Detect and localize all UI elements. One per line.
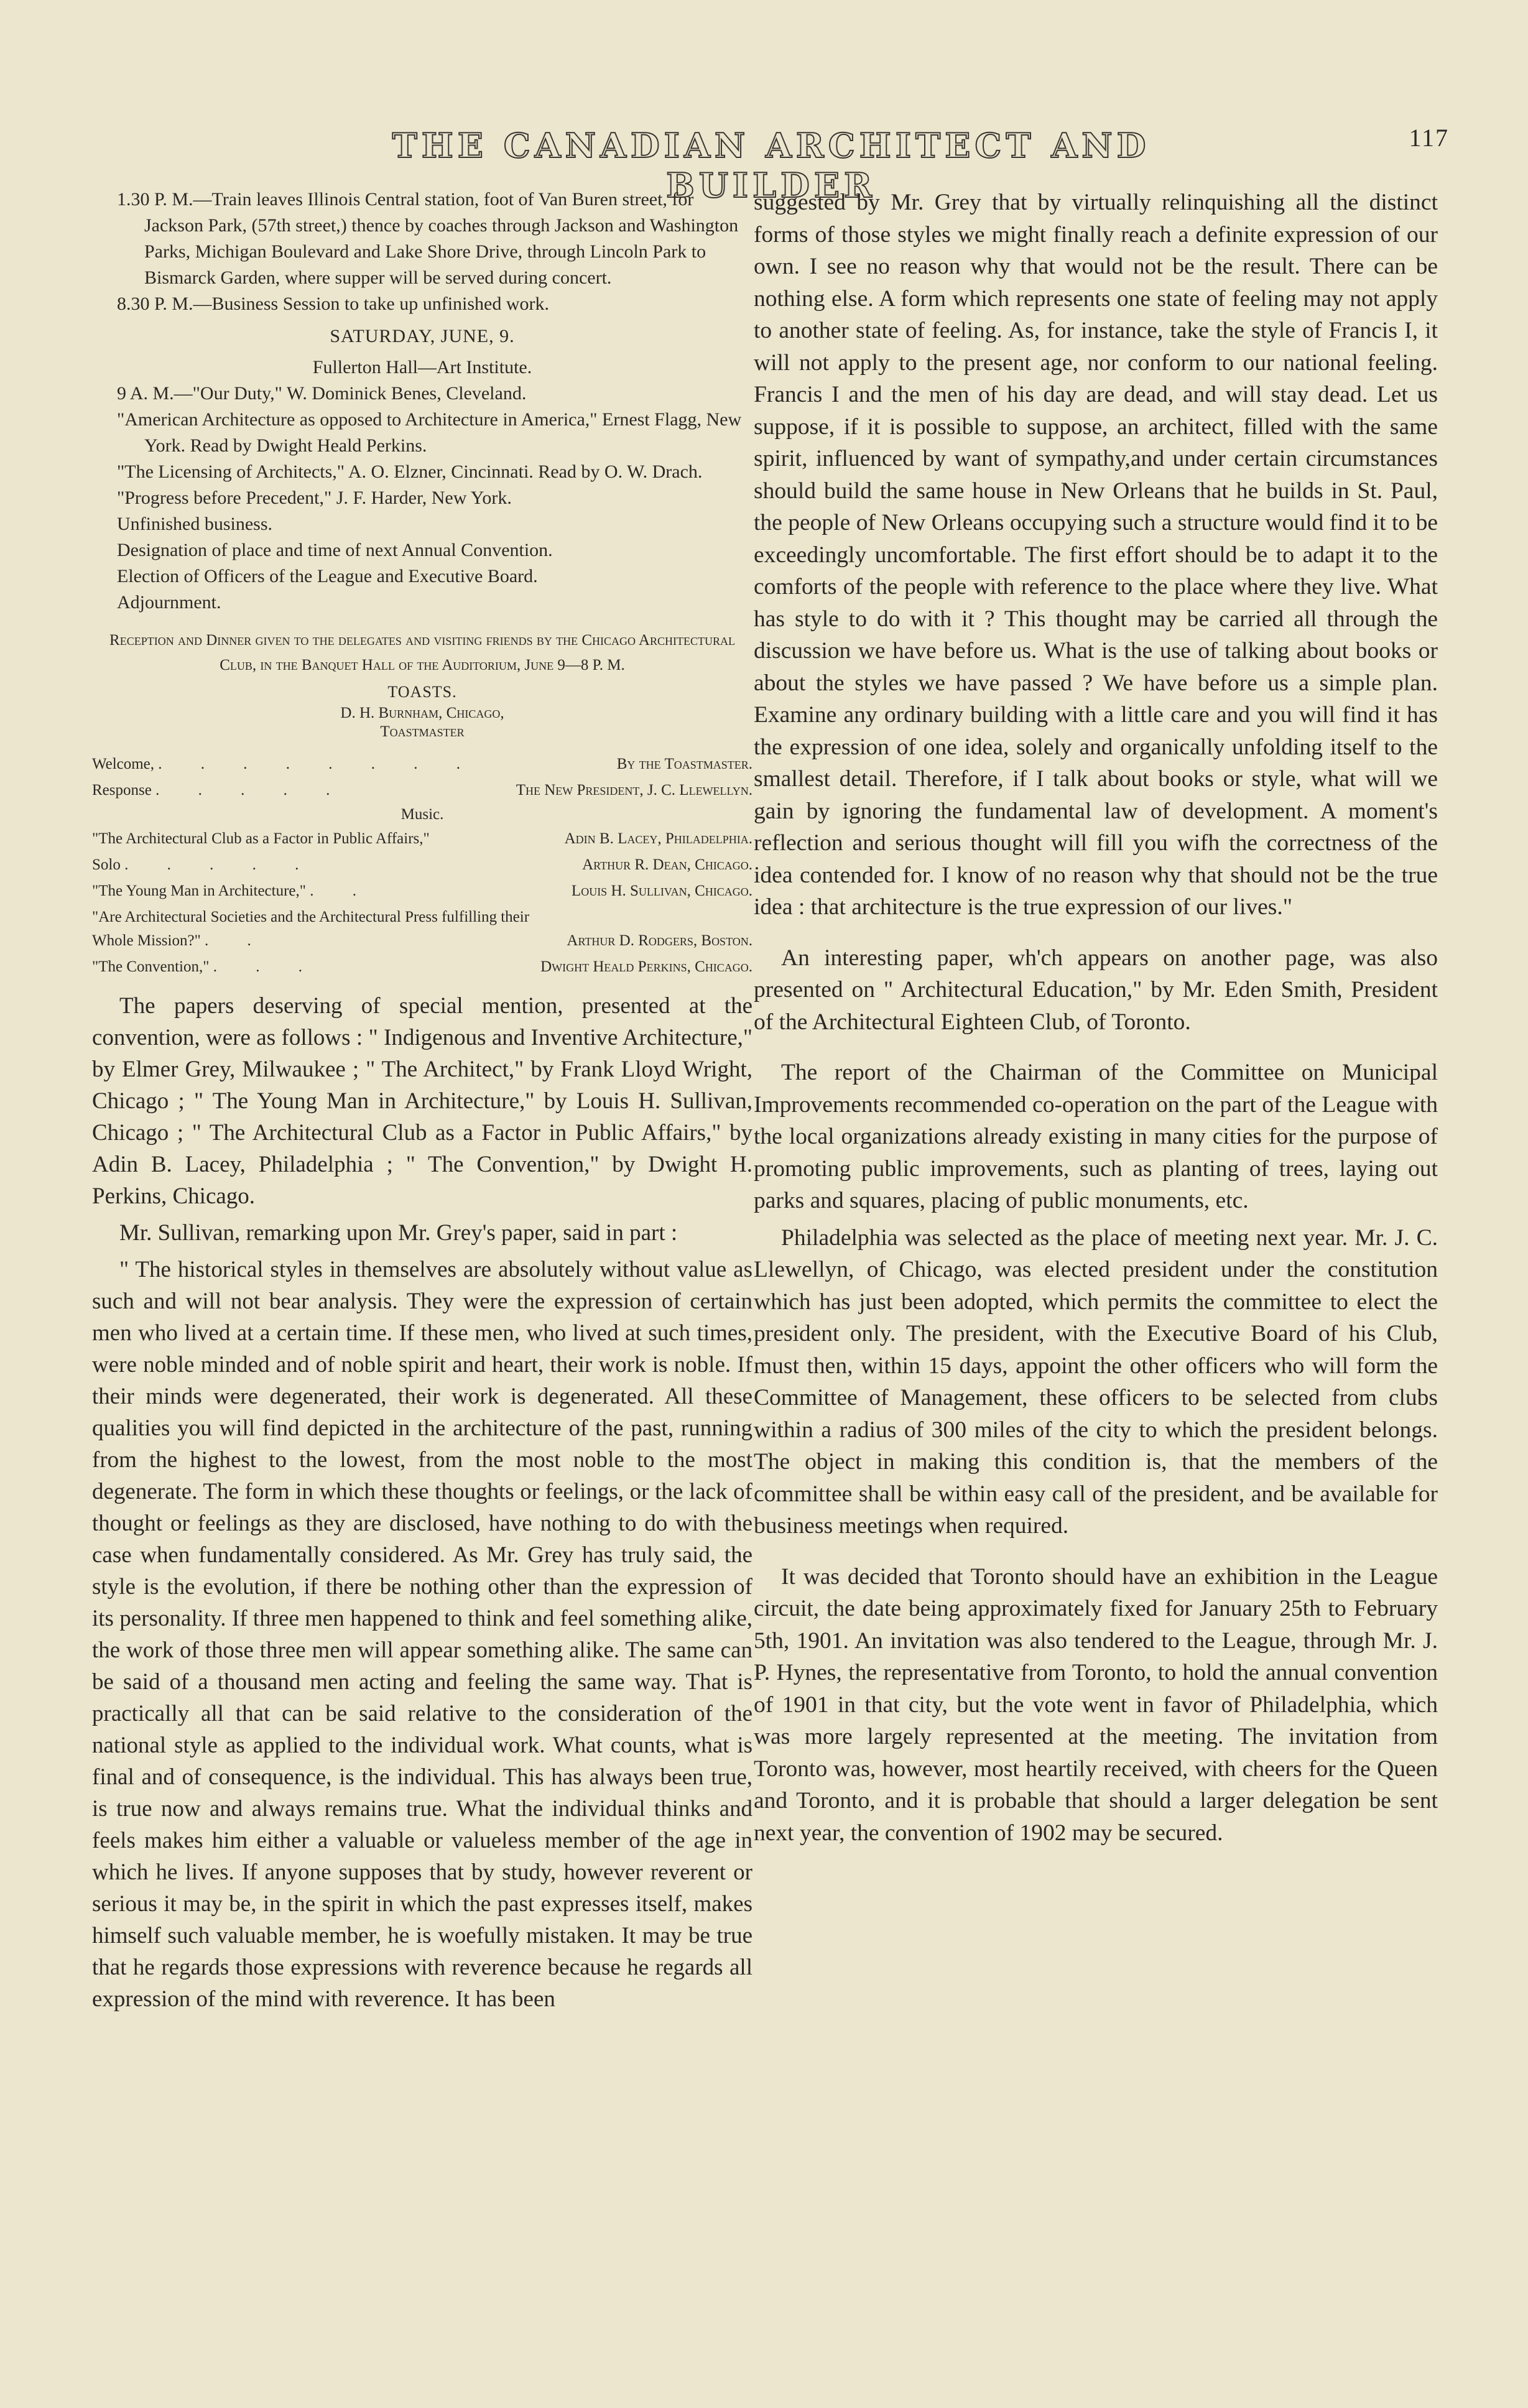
schedule-entry: Election of Officers of the League and Executive Board. [117,566,538,586]
toast-title: "Are Architectural Societies and the Architectural Press fulfilling their Whole Mission?" [92,909,530,949]
toastmaster [92,704,752,741]
page-number: 117 [1409,124,1449,152]
schedule-entry: "American Architecture as opposed to Architecture in America," Ernest Flagg, New York. Read by Dwight Heald Perkins. [117,409,742,456]
schedule-entry: Adjournment. [117,592,221,613]
toast-dots: . . [310,882,374,899]
left-column [92,187,752,2015]
toast-row [92,955,752,979]
toast-speaker: By the Toastmaster. [616,756,752,772]
paragraph: suggested by Mr. Grey that by virtually relinquishing all the distinct forms of those styles we might finally reach a definite expression of our own. I see no reason why that would not be the result. There can be nothing else. A form which represents one state of feeling may not apply to another state of feeling. As, for instance, take the style of Francis I, it will not apply to the present age, nor conform to our national feeling. Francis I and the men of his day are dead, and will stay dead. Let us suppose, if it is possible to suppose, an architect, filled with the same spirit, influenced by want of sympathy,and under certain circumstances should build the same house in New Orleans that he builds in St. Paul, the people of New Orleans occupying such a structure would find it to be exceedingly uncomfortable. The first effort should be to adapt it to the comforts of the people with reference to the place where they live. What has style to do with it ? This thought may be carried all through the discussion we have before us. What is the use of talking about books or about the styles we have passed ? We have before us a simple plan. Examine any ordinary building with a little care and you will find it has the expression of one idea, solely and organically unfolding itself to the smallest detail. Therefore, if I talk about books or style, what will we gain by ignoring the fundamental law of development. A moment's reflection and serious thought will fill you wifh the correctness of the idea contended for. I know of no reason why that should not be the true idea : that architecture is the true expression of our lives." [754,190,1438,920]
location-line: Fullerton Hall—Art Institute. [312,357,532,377]
right-column [754,187,1438,1849]
reception-notice: Reception and Dinner given to the delegates and visiting friends by the Chicago Architectural Club, in the Banquet Hall of the Auditorium, June 9—8 P. M. [109,632,735,674]
toast-row [92,905,752,953]
toast-row [92,853,752,877]
toast-title: Solo [92,856,121,873]
toast-dots: . . . . . [155,782,348,799]
toast-dots: . . . [213,958,320,975]
paragraph: The report of the Chairman of the Committee on Municipal Improvements recommended co-operation on the part of the League with the local organizations already existing in many cities for the purpose of promoting public improvements, such as planting of trees, laying out parks and squares, placing of public monuments, etc. [754,1060,1438,1213]
page-header [75,117,1449,205]
toast-title: "The Convention," [92,958,210,975]
toasts-heading: TOASTS. [387,683,457,701]
article-body-right [754,187,1438,1849]
toast-speaker: Dwight Heald Perkins, Chicago. [540,958,752,975]
toast-speaker: Louis H. Sullivan, Chicago. [571,882,752,899]
convention-schedule [92,187,752,616]
toast-speaker: The New President, J. C. Llewellyn. [516,782,752,799]
toastmaster-name: D. H. Burnham, Chicago, [340,705,504,721]
toast-row [92,879,752,903]
toast-row [92,752,752,776]
paragraph: Mr. Sullivan, remarking upon Mr. Grey's paper, said in part : [119,1220,678,1246]
toast-title: "The Architectural Club as a Factor in Public Affairs," [92,830,430,847]
toast-title: Response [92,782,152,799]
journal-title: THE CANADIAN ARCHITECT AND BUILDER [392,126,1151,205]
schedule-entry: 8.30 P. M.—Business Session to take up unfinished work. [117,294,550,314]
paragraph: Philadelphia was selected as the place of meeting next year. Mr. J. C. Llewellyn, of Chicago, was elected president under the constitution which has just been adopted, which permits the committee to elect the president only. The president, with the Executive Board of his Club, must then, within 15 days, appoint the other officers who will form the Committee of Management, these officers to be selected from clubs within a radius of 300 miles of the city to which the president belongs. The object in making this condition is, that the members of the committee shall be within easy call of the president, and be available for business meetings when required. [754,1225,1438,1539]
paragraph: The papers deserving of special mention, presented at the convention, were as follows : " Indigenous and Inventive Architecture," by Elmer Grey, Milwaukee ; " The Architect," by Frank Lloyd Wright, Chicago ; " The Young Man in Architecture," by Louis H. Sullivan, Chicago ; " The Architectural Club as a Factor in Public Affairs," by Adin B. Lacey, Philadelphia ; " The Convention," by Dwight H. Perkins, Chicago. [92,993,752,1209]
paragraph: It was decided that Toronto should have an exhibition in the League circuit, the date being approximately fixed for January 25th to February 5th, 1901. An invitation was also tendered to the League, through Mr. J. P. Hynes, the representative from Toronto, to hold the annual convention of 1901 in that city, but the vote went in favor of Philadelphia, which was more largely represented at the meeting. The invitation from Toronto was, however, most heartily received, with cheers for the Queen and Toronto, and it is probable that should a larger delegation be sent next year, the convention of 1902 may be secured. [754,1563,1438,1846]
article-body-left [92,990,752,2015]
toast-row [92,827,752,851]
toast-speaker: Adin B. Lacey, Philadelphia. [564,830,752,847]
toast-speaker: Arthur R. Dean, Chicago. [582,856,752,873]
schedule-entry: 1.30 P. M.—Train leaves Illinois Central station, foot of Van Buren street, for Jackson Park, (57th street,) thence by coaches through Jackson and Washington Parks, Michigan Boulevard and Lake Shore Drive, through Lincoln Park to Bismarck Garden, where supper will be served during concert. [117,189,739,288]
toast-dots: . . . . . [124,856,317,873]
schedule-entry: Designation of place and time of next Annual Convention. [117,540,553,560]
toast-dots: . . [205,932,269,949]
schedule-entry: 9 A. M.—"Our Duty," W. Dominick Benes, Cleveland. [117,383,527,404]
toast-dots: . . . . . . . . [158,756,478,772]
schedule-entry: Unfinished business. [117,514,272,534]
saturday-heading: SATURDAY, JUNE, 9. [330,326,515,346]
toast-title: "The Young Man in Architecture," [92,882,306,899]
paragraph: " The historical styles in themselves are absolutely without value as such and will not bear analysis. They were the expression of certain men who lived at a certain time. If these men, who lived at such times, were noble minded and of noble spirit and heart, their work is noble. If their minds were degenerated, their work is degenerated. All these qualities you will find depicted in the architecture of the past, running from the highest to the lowest, from the most noble to the most degenerate. The form in which these thoughts or feelings, or the lack of thought or feelings as they are disclosed, have nothing to do with the case when fundamentally considered. As Mr. Grey has truly said, the style is the evolution, if there be nothing other than the expression of its personality. If three men happened to think and feel something alike, the work of those three men will appear something alike. The same can be said of a thousand men acting and feeling the same way. That is practically all that can be said relative to the consideration of the national style as applied to the individual work. What counts, what is final and of consequence, is the individual. This has always been true, is true now and always remains true. What the individual thinks and feels makes him either a valuable or valueless member of the age in which he lives. If anyone supposes that by study, however reverent or serious it may be, in the spirit in which the past expresses itself, makes himself such valuable member, he is woefully mistaken. It may be true that he regards those expressions with reverence because he regards all expression of the mind with reverence. It has been [92,1257,752,2012]
music-line: Music. [401,806,444,823]
schedule-entry: "The Licensing of Architects," A. O. Elzner, Cincinnati. Read by O. W. Drach. [117,461,703,482]
toast-title: Welcome, [92,756,155,772]
toastmaster-role: Toastmaster [380,723,465,740]
toast-row [92,779,752,802]
paragraph: An interesting paper, wh'ch appears on another page, was also presented on " Architectural Education," by Mr. Eden Smith, President of the Architectural Eighteen Club, of Toronto. [754,945,1438,1035]
toast-speaker: Arthur D. Rodgers, Boston. [567,932,752,949]
schedule-entry: "Progress before Precedent," J. F. Harder, New York. [117,488,512,508]
